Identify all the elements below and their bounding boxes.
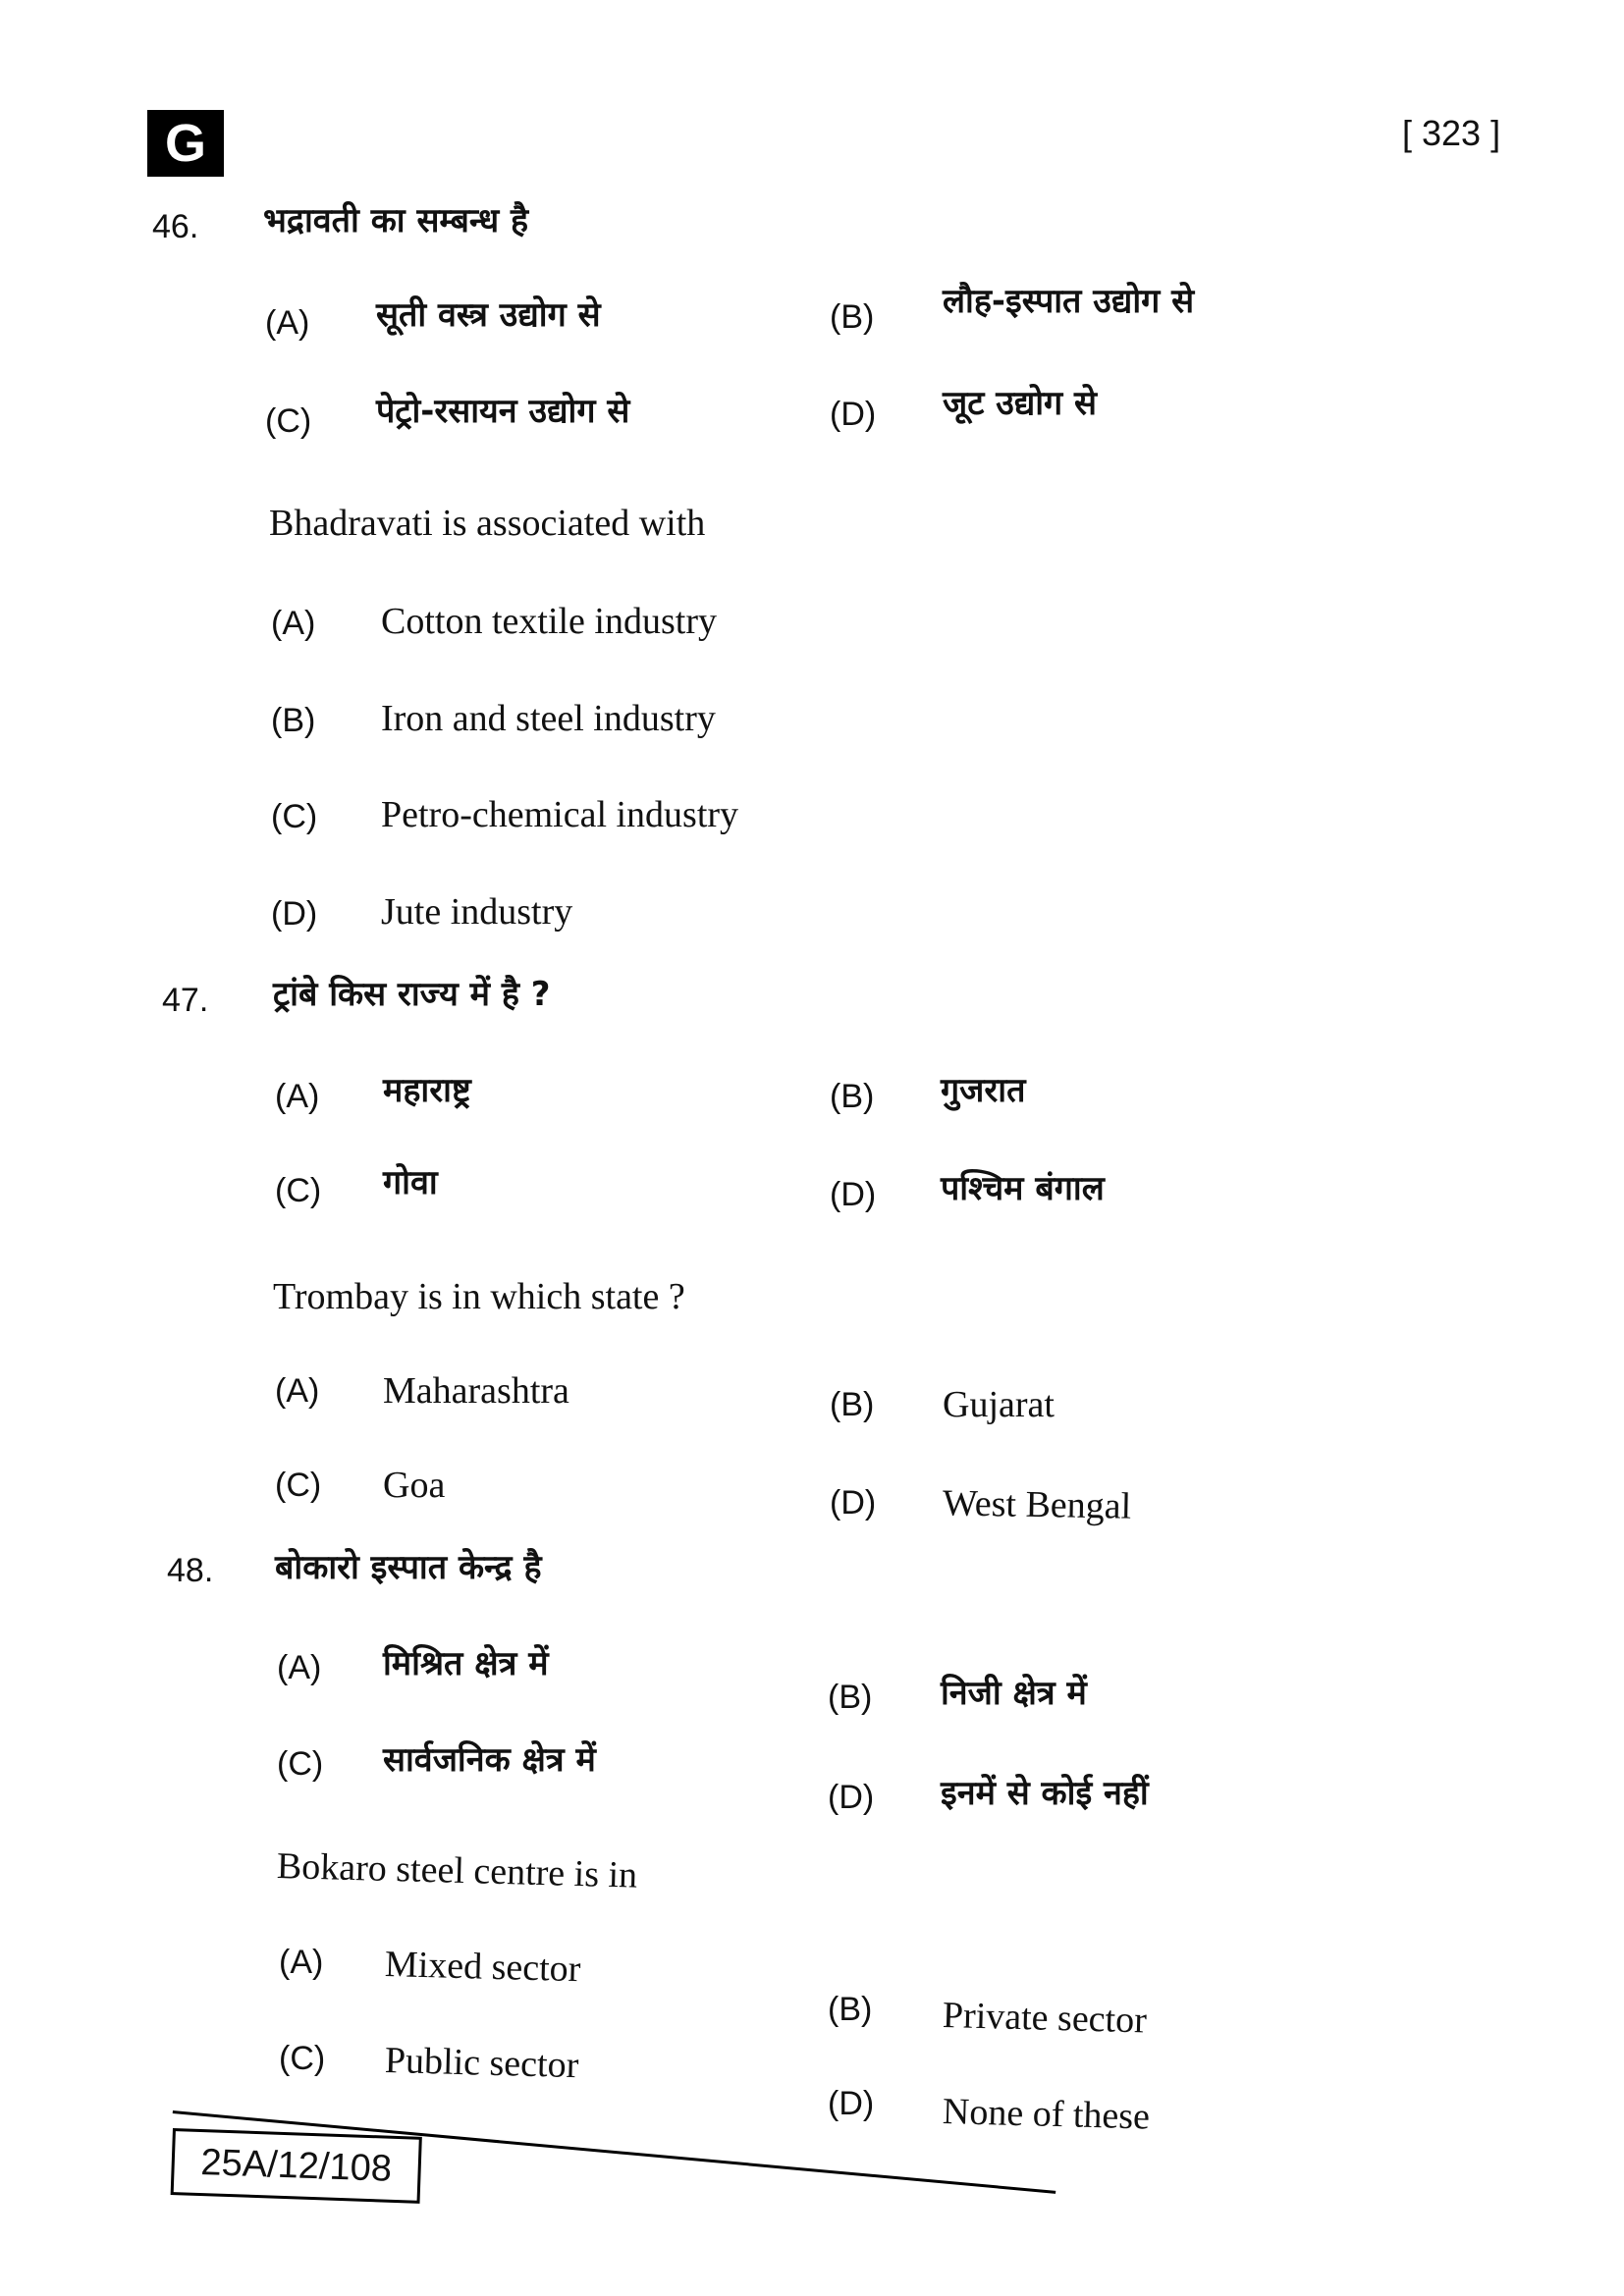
option-hindi: सूती वस्त्र उद्योग से [376, 295, 601, 335]
option-hindi: जूट उद्योग से [943, 384, 1098, 423]
option-english: Gujarat [943, 1384, 1055, 1425]
option-label: (C) [275, 1467, 322, 1504]
option-english: Mixed sector [384, 1944, 581, 1991]
option-label: (A) [265, 304, 310, 342]
option-label: (A) [277, 1649, 322, 1686]
question-number: 47. [162, 982, 209, 1019]
option-english: Cotton textile industry [381, 601, 717, 642]
option-hindi: इनमें से कोई नहीं [941, 1774, 1149, 1813]
option-label: (A) [275, 1078, 320, 1115]
option-label: (A) [271, 605, 316, 642]
option-english: Jute industry [381, 891, 573, 933]
option-english: None of these [942, 2091, 1151, 2138]
question-hindi: भद्रावती का सम्बन्ध है [263, 201, 529, 240]
page-number: [ 323 ] [1402, 113, 1501, 153]
option-hindi: लौह-इस्पात उद्योग से [943, 282, 1195, 321]
question-number: 48. [167, 1552, 214, 1589]
option-english: Private sector [942, 1995, 1148, 2042]
option-label: (C) [265, 402, 312, 440]
option-hindi: महाराष्ट्र [383, 1071, 471, 1110]
option-label: (B) [271, 702, 316, 739]
option-label: (B) [830, 298, 875, 336]
option-hindi: निजी क्षेत्र में [941, 1674, 1087, 1713]
option-hindi: पश्चिम बंगाल [941, 1169, 1105, 1208]
option-english: Iron and steel industry [381, 698, 716, 739]
option-label: (D) [828, 2085, 875, 2122]
question-number: 46. [152, 208, 199, 245]
option-hindi: पेट्रो-रसायन उद्योग से [376, 392, 630, 431]
question-english: Trombay is in which state ? [273, 1276, 685, 1317]
option-hindi: सार्वजनिक क्षेत्र में [383, 1740, 596, 1780]
option-label: (D) [830, 396, 877, 433]
option-label: (D) [830, 1484, 877, 1522]
option-label: (B) [830, 1078, 875, 1115]
question-english: Bokaro steel centre is in [276, 1845, 638, 1896]
option-label: (A) [279, 1944, 324, 1981]
option-label: (B) [828, 1991, 873, 2028]
option-label: (D) [828, 1779, 875, 1816]
option-label: (D) [830, 1176, 877, 1213]
option-english: Petro-chemical industry [381, 794, 739, 835]
option-label: (C) [279, 2040, 326, 2077]
question-hindi: बोकारो इस्पात केन्द्र है [275, 1548, 542, 1587]
option-english: Maharashtra [383, 1370, 569, 1412]
option-label: (C) [275, 1172, 322, 1209]
option-label: (B) [828, 1679, 873, 1716]
option-hindi: गोवा [383, 1163, 438, 1202]
option-label: (C) [271, 798, 318, 835]
option-hindi: गुजरात [941, 1071, 1026, 1110]
set-code-badge: G [147, 110, 224, 177]
option-english: West Bengal [942, 1482, 1132, 1527]
option-label: (A) [275, 1372, 320, 1410]
paper-code: 25A/12/108 [171, 2128, 422, 2204]
option-label: (C) [277, 1745, 324, 1783]
option-english: Public sector [384, 2040, 579, 2087]
option-english: Goa [383, 1465, 446, 1506]
option-label: (B) [830, 1386, 875, 1423]
option-hindi: मिश्रित क्षेत्र में [383, 1644, 549, 1683]
question-english: Bhadravati is associated with [269, 503, 706, 544]
option-label: (D) [271, 895, 318, 933]
question-hindi: ट्रांबे किस राज्य में है ? [273, 975, 551, 1014]
